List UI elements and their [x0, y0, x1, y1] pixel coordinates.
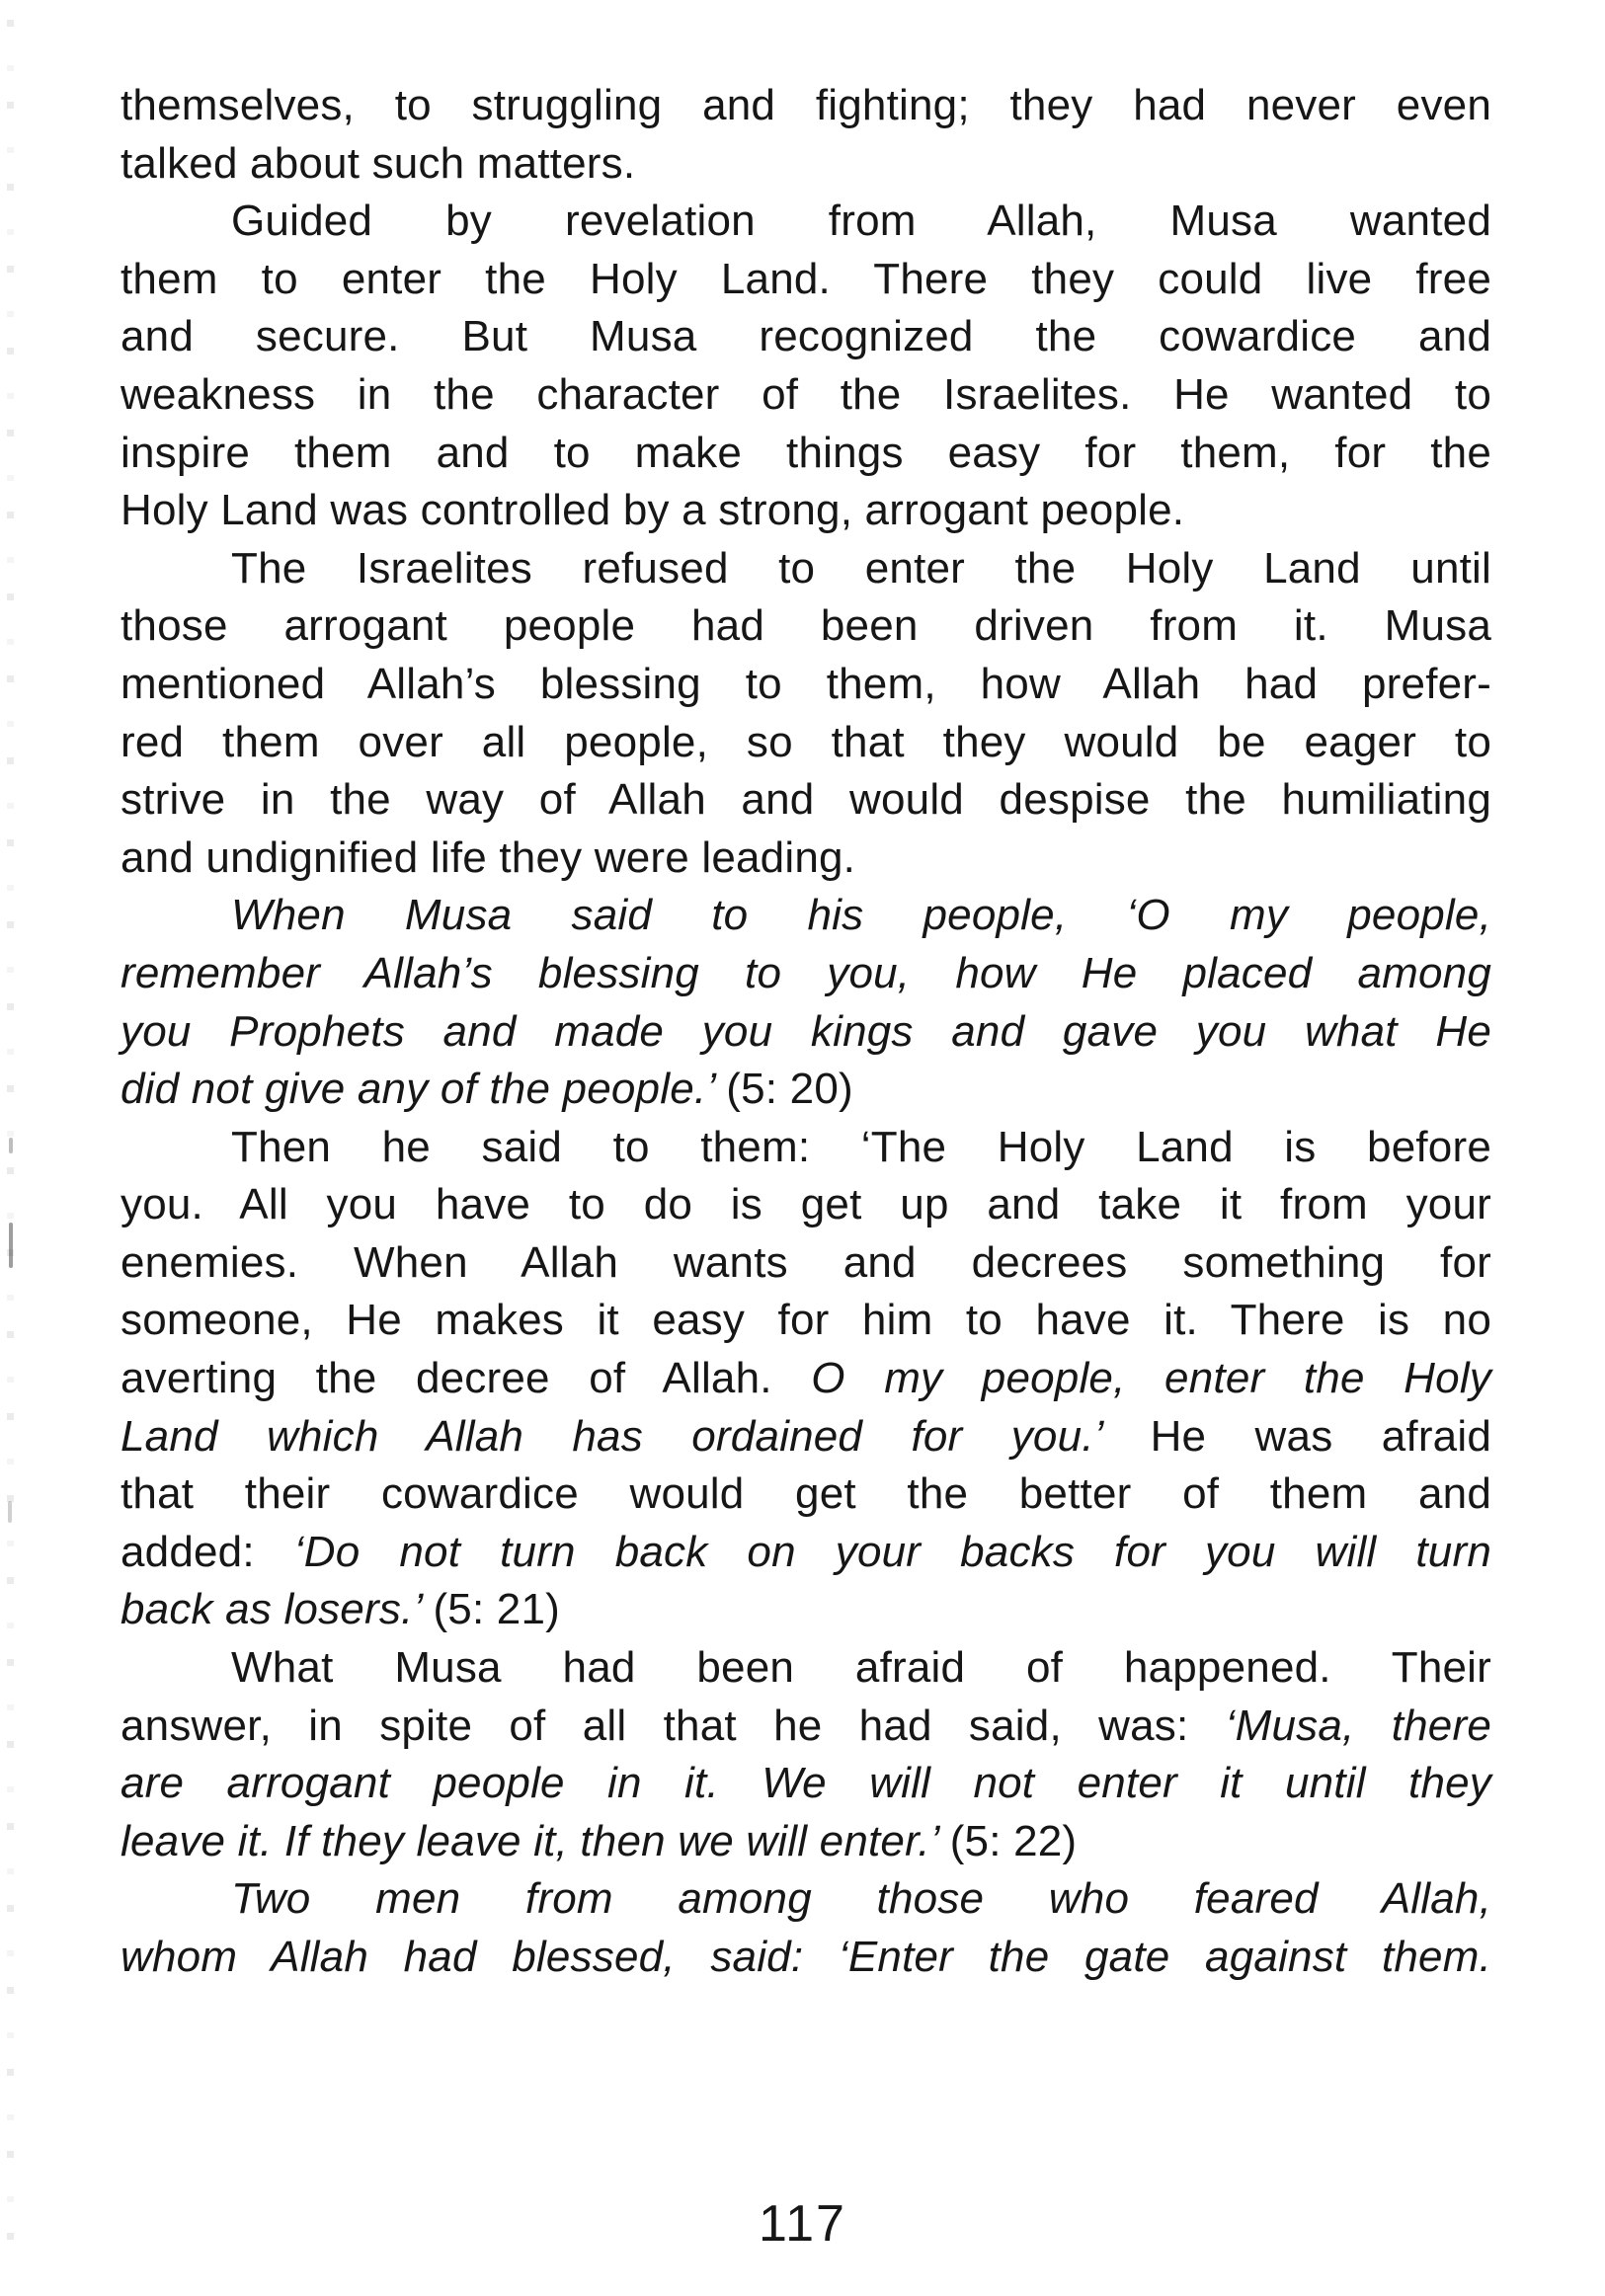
text-line — [120, 135, 1491, 194]
body-text: He was afraid — [1150, 1411, 1491, 1461]
quote-text: did not give any of the people.’ — [120, 1065, 727, 1114]
text-line — [120, 1870, 1491, 1929]
scan-artifact — [9, 1223, 13, 1268]
body-text: themselves, to struggling and fighting; they had never even — [120, 81, 1491, 129]
quote-text: whom Allah had blessed, said: ‘Enter the gate against them. — [120, 1933, 1491, 1981]
text-line — [120, 1524, 1491, 1582]
page-number: 117 — [759, 2195, 846, 2253]
text-line — [120, 482, 1491, 540]
text-line — [120, 1698, 1491, 1756]
body-text: and secure. But Musa recognized the cowardice and — [120, 312, 1491, 361]
text-line — [120, 1639, 1491, 1698]
scan-artifact — [9, 1138, 13, 1153]
text-line — [120, 1408, 1491, 1466]
body-text: What Musa had been afraid of happened. Their — [231, 1643, 1491, 1693]
body-text: weakness in the character of the Israelites. He wanted to — [120, 369, 1491, 419]
body-text: mentioned Allah’s blessing to them, how Allah had prefer- — [120, 659, 1491, 708]
body-text: (5: 21) — [433, 1585, 561, 1634]
text-line — [120, 1003, 1491, 1062]
body-text: and undignified life they were leading. — [120, 832, 856, 882]
text-line — [120, 1292, 1491, 1350]
quote-text: Two men from among those who feared Allah, — [231, 1874, 1491, 1924]
text-line — [120, 656, 1491, 714]
text-line — [120, 251, 1491, 309]
text-line — [120, 366, 1491, 425]
quote-text: O my people, enter the Holy — [811, 1354, 1491, 1403]
text-line — [120, 1061, 1491, 1119]
body-text: (5: 22) — [949, 1816, 1078, 1865]
quote-text: leave it. If they leave it, then we will enter.’ — [120, 1816, 950, 1865]
body-text: someone, He makes it easy for him to have it. There is no — [120, 1296, 1491, 1345]
body-text: answer, in spite of all that he had said, was: — [120, 1701, 1226, 1750]
text-line — [120, 425, 1491, 483]
body-text: (5: 20) — [726, 1065, 853, 1114]
text-line — [120, 830, 1491, 888]
body-text: those arrogant people had been driven from it. Musa — [120, 601, 1491, 651]
quote-text: ‘Do not turn back on your backs for you will turn — [293, 1527, 1491, 1576]
body-text: The Israelites refused to enter the Holy Land until — [231, 543, 1491, 593]
text-line — [120, 1234, 1491, 1293]
body-text: strive in the way of Allah and would despise the humiliating — [120, 775, 1491, 825]
quote-text: Land which Allah has ordained for you.’ — [120, 1411, 1151, 1461]
quote-text: are arrogant people in it. We will not enter it until they — [120, 1759, 1491, 1808]
body-text: enemies. When Allah wants and decrees something for — [120, 1237, 1491, 1287]
quote-text: remember Allah’s blessing to you, how He placed among — [120, 948, 1491, 997]
quote-text: When Musa said to his people, ‘O my people, — [231, 891, 1491, 940]
text-line — [120, 193, 1491, 251]
text-line — [120, 1813, 1491, 1871]
text-line — [120, 714, 1491, 772]
text-line — [120, 540, 1491, 598]
body-text: Holy Land was controlled by a strong, arrogant people. — [120, 486, 1185, 535]
body-text: that their cowardice would get the better of them and — [120, 1469, 1491, 1519]
text-line — [120, 1119, 1491, 1177]
text-line — [120, 771, 1491, 830]
quote-text: you Prophets and made you kings and gave you what He — [120, 1006, 1491, 1056]
quote-text: back as losers.’ — [120, 1585, 434, 1634]
text-line — [120, 945, 1491, 1003]
body-text: Then he said to them: ‘The Holy Land is before — [231, 1122, 1491, 1171]
text-line — [120, 1581, 1491, 1639]
text-line — [120, 1755, 1491, 1813]
text-line — [120, 77, 1491, 135]
text-line — [120, 308, 1491, 366]
body-text: added: — [120, 1527, 294, 1576]
body-text: red them over all people, so that they would be eager to — [120, 717, 1491, 766]
body-text: talked about such matters. — [120, 138, 636, 188]
text-line — [120, 887, 1491, 945]
scan-artifact — [8, 1501, 12, 1523]
text-line — [120, 1350, 1491, 1408]
body-text: Guided by revelation from Allah, Musa wanted — [231, 197, 1491, 246]
text-line — [120, 1176, 1491, 1234]
text-line — [120, 1465, 1491, 1524]
quote-text: ‘Musa, there — [1225, 1701, 1491, 1750]
text-line — [120, 1929, 1491, 1987]
body-text: them to enter the Holy Land. There they could live free — [120, 254, 1491, 303]
text-block — [120, 77, 1491, 1987]
body-text: averting the decree of Allah. — [120, 1354, 812, 1403]
body-text: you. All you have to do is get up and take it from your — [120, 1180, 1491, 1229]
body-text: inspire them and to make things easy for them, for the — [120, 428, 1491, 477]
text-line — [120, 597, 1491, 656]
